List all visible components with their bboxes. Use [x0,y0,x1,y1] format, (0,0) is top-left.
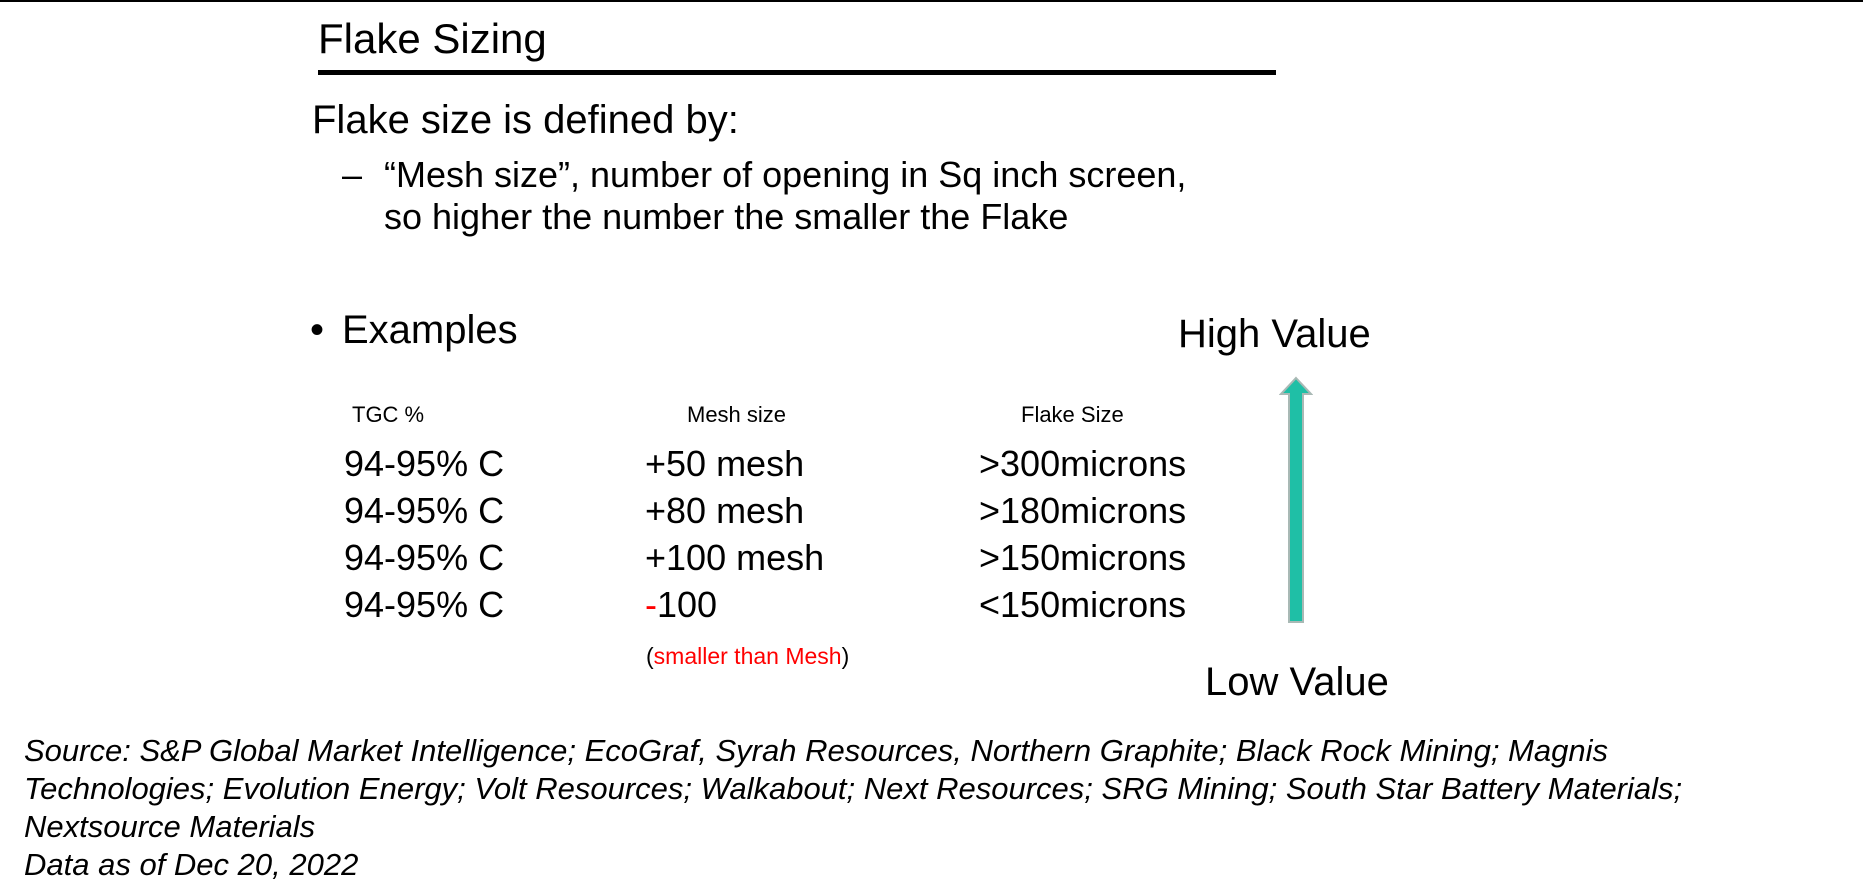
table-row [0,442,1863,486]
tgc-cell: 94-95% C [344,537,505,578]
value-arrow-icon [1279,376,1313,624]
source-footnote [24,732,1854,884]
mesh-value: +80 mesh [645,490,805,531]
low-value-label: Low Value [1205,660,1389,704]
mesh-value: 100 [657,584,718,625]
flake-cell: >300microns [979,443,1187,484]
data-date: Data as of Dec 20, 2022 [24,847,359,882]
note-paren-close: ) [841,643,850,669]
mesh-definition-line-2: so higher the number the smaller the Flake [384,196,1069,237]
mesh-cell [645,583,717,627]
source-line: Nextsource Materials [24,809,316,844]
flake-cell: <150microns [979,584,1187,625]
mesh-value: +100 mesh [645,537,825,578]
tgc-cell: 94-95% C [344,443,505,484]
mesh-cell [645,489,804,533]
table-row [0,536,1863,580]
dash-bullet: – [342,154,363,195]
header-flake-size: Flake Size [1021,402,1124,427]
title-underline [318,70,1276,75]
smaller-than-mesh-note [646,642,849,670]
value-arrow-shape [1281,378,1311,622]
note-text: smaller than Mesh [653,643,842,669]
source-line: Source: S&P Global Market Intelligence; EcoGraf, Syrah Resources, Northern Graphite; Black Rock Mining; Magnis [24,733,1608,768]
note-paren-open: ( [646,643,654,669]
mesh-cell [645,442,804,486]
top-border-line [0,0,1863,2]
mesh-prefix: - [645,584,657,625]
bullet-dot: • [310,308,325,352]
header-tgc: TGC % [352,402,425,427]
high-value-label: High Value [1178,312,1371,356]
definition-heading: Flake size is defined by: [312,98,739,142]
examples-heading: Examples [342,308,518,352]
table-row [0,583,1863,627]
source-line: Technologies; Evolution Energy; Volt Resources; Walkabout; Next Resources; SRG Mining; South Star Battery Materials; [24,771,1683,806]
table-row [0,489,1863,533]
tgc-cell: 94-95% C [344,490,505,531]
flake-cell: >150microns [979,537,1187,578]
mesh-cell [645,536,824,580]
mesh-definition-line-1: “Mesh size”, number of opening in Sq inch screen, [384,154,1187,195]
slide-title: Flake Sizing [318,15,547,62]
mesh-value: +50 mesh [645,443,805,484]
header-mesh-size: Mesh size [687,402,787,427]
tgc-cell: 94-95% C [344,584,505,625]
mesh-definition-text [384,154,1186,238]
flake-cell: >180microns [979,490,1187,531]
